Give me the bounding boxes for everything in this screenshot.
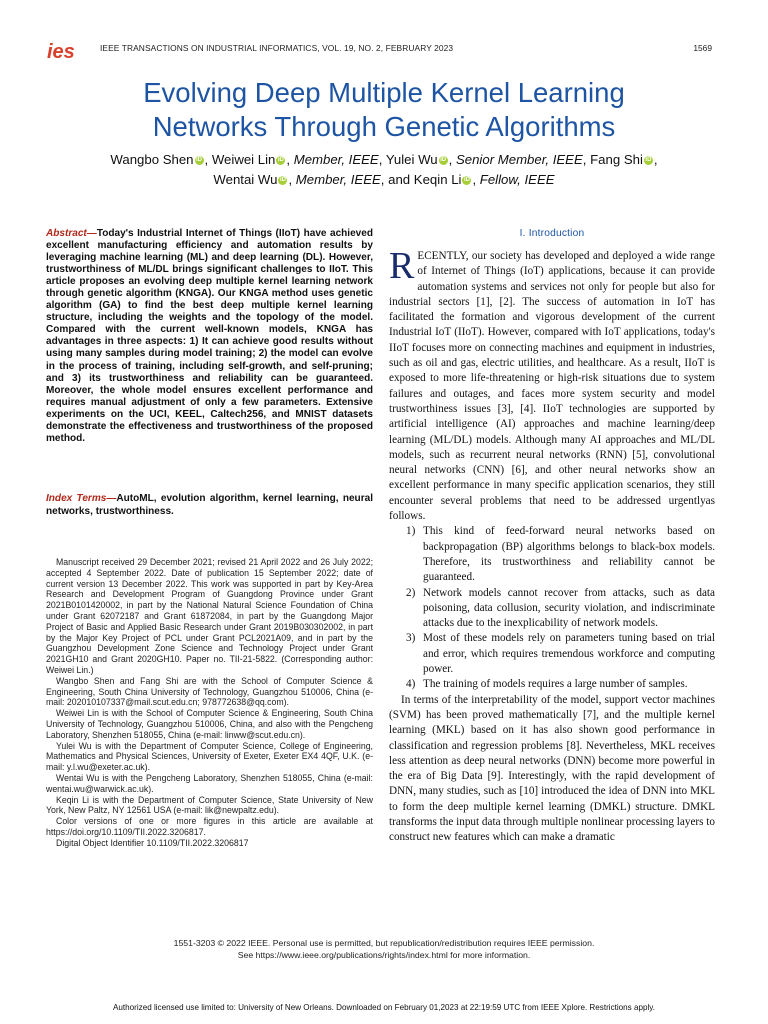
- footnote-affiliation: Wangbo Shen and Fang Shi are with the School of Computer Science & Engineering, South China University of Technology, Guangzhou 510006, China (e-mail: 202010107337@mail.scut.edu.cn; 978772638@qq.com).: [46, 675, 373, 708]
- author-line-1: Wangbo Shen iD , Weiwei Lin iD , Member, IEEE, Yulei Wu iD , Senior Member, IEEE, Fang Shi iD ,: [110, 152, 658, 167]
- index-terms-text: AutoML, evolution algorithm, kernel learning, neural networks, trustworthiness.: [46, 493, 373, 517]
- journal-header: IEEE TRANSACTIONS ON INDUSTRIAL INFORMATICS, VOL. 19, NO. 2, FEBRUARY 2023: [100, 43, 454, 53]
- footnote-color-versions: Color versions of one or more figures in this article are available at https://doi.org/10.1109/TII.2022.3206817.: [46, 816, 373, 837]
- footnote-affiliation: Keqin Li is with the Department of Computer Science, State University of New York, New Paltz, NY 12561 USA (e-mail: lik@newpaltz.edu).: [46, 794, 373, 816]
- author-role: Senior Member, IEEE: [455, 152, 583, 167]
- page-number: 1569: [693, 43, 712, 53]
- orcid-icon[interactable]: iD: [277, 157, 284, 163]
- author-list: [50, 150, 718, 190]
- footnote-doi: Digital Object Identifier 10.1109/TII.2022.3206817: [56, 837, 249, 848]
- intro-paragraph-2: In terms of the interpretability of the model, support vector machines (SVM) has been proved mathematically [7], and the multiple kernel learning (MKL) based on it has also shown good performance in classification and regression problems [8]. Nevertheless, MKL receives less attention as deep neural networks (DNN) become more powerful in the era of Big Data [9]. Interestingly, with the rapid development of DNN, many studies, such as [10] introduced the idea of DNN into MKL to form the deep multiple kernel learning (DMKL) structure. DMKL transforms the input data through multiple nonlinear processing layers to construct new features which can make a dramatic: [389, 693, 715, 844]
- intro-paragraph-1: RECENTLY, our society has developed and deployed a wide range of Internet of Things (IoT) applications, because it can provide automation systems and services not only for people but also for industrial sectors [1], [2]. The success of automation in IoT has facilitated the formation and vigorous development of the current Industrial IoT (IIoT). However, compared with IoT applications, today's IIoT focuses more on connecting machines and equipment in industries, such as oil and gas, electric utilities, and healthcare. As a result, IIoT is exposed to more life-threatening or high-risk situations due to system failures and outages, and faces more system security and model trustworthiness issues [3], [4]. IIoT technologies are supported by artificial intelligence (AI) approaches and machine learning/deep learning (ML/DL) models. Although many AI approaches and ML/DL models, such as recurrent neural networks (RNN) [5], convolutional neural networks (CNN) [6], and other neural networks show an excellent performance in many specific application scenarios, they still encounter several problems that need to be addressed urgentlyas follows.: [389, 245, 715, 523]
- abstract-text: Today's Industrial Internet of Things (IIoT) have achieved excellent manufacturing efficiency and automation results by leveraging machine learning (ML) and deep learning (DL). However, trustworthiness of ML/DL brings significant challenges to IIoT. This article proposes an evolving deep multiple kernel learning network through genetic algorithm (KNGA). Our KNGA method uses genetic algorithm (GA) to find the best deep multiple kernel learning structure, including the weights and the topology of the model. Compared with the current well-known models, KNGA has advantages in three aspects: 1) It can achieve good results without using many samples during model training; 2) the model can evolve in the process of training, including self-growth, and self-pruning; and 3) its trustworthiness and reliability can be guaranteed. Moreover, the whole model ensures excellent performance and requires manual adjustment of only a few parameters. Extensive experiments on the UCI, KEEL, Caltech256, and MNIST datasets demonstrate the effectiveness and trustworthiness of the proposed method.: [46, 228, 373, 444]
- page-header: [0, 40, 768, 60]
- footnote-affiliation: Yulei Wu is with the Department of Computer Science, College of Engineering, Mathematics and Physical Sciences, University of Exeter, Exeter EX4 4QF, U.K. (e-mail: y.l.wu@exeter.ac.uk).: [46, 740, 373, 773]
- title-line-2: Networks Through Genetic Algorithms: [152, 111, 616, 142]
- license-footer: Authorized licensed use limited to: University of New Orleans. Downloaded on February 01,2023 at 22:19:59 UTC from IEEE Xplore. Restrictions apply.: [113, 1003, 655, 1012]
- footnote-affiliation: Wentai Wu is with the Pengcheng Laboratory, Shenzhen 518055, China (e-mail: wentai.wu@warwick.ac.uk).: [46, 772, 373, 794]
- footnote-affiliation: Weiwei Lin is with the School of Computer Science & Engineering, South China University of Technology, Guangzhou 510006, China, and also with the Pengcheng Laboratory, Shenzhen 518055, China (e-mail: linww@scut.edu.cn).: [46, 708, 373, 740]
- author-name: Keqin Li: [413, 172, 462, 187]
- orcid-icon[interactable]: iD: [463, 177, 470, 183]
- index-terms: Index Terms—AutoML, evolution algorithm, kernel learning, neural networks, trustworthiness.: [46, 493, 373, 517]
- abstract: Abstract—Today's Industrial Internet of Things (IIoT) have achieved excellent manufacturing efficiency and automation results by leveraging machine learning (ML) and deep learning (DL). However, trustworthiness of ML/DL brings significant challenges to IIoT. This article proposes an evolving deep multiple kernel learning network through genetic algorithm (KNGA). Our KNGA method uses genetic algorithm (GA) to find the best deep multiple kernel learning structure, including the weights and the topology of the model. Compared with the current well-known models, KNGA has advantages in three aspects: 1) It can achieve good results without using many samples during model training; 2) the model can evolve in the process of training, including self-growth, and self-pruning; and 3) its trustworthiness and reliability can be guaranteed. Moreover, the whole model ensures excellent performance and requires manual adjustment of only a few parameters. Extensive experiments on the UCI, KEEL, Caltech256, and MNIST datasets demonstrate the effectiveness and trustworthiness of the proposed method.: [46, 228, 373, 444]
- introduction-column: [389, 228, 715, 846]
- footnote-manuscript: Manuscript received 29 December 2021; revised 21 April 2022 and 26 July 2022; accepted 4 September 2022. Date of publication 15 September 2022; date of current version 13 December 2022. This work was supported in part by Key-Area Research and Development Program of Guangdong Province under Grant 2021B0101420002, in part by the National Natural Science Foundation of China under Grant 62072187 and Grant 61872084, in part by the Guangdong Major Project of Basic and Applied Basic Research under Grant 2019B030302002, in part by the Major Key Project of PCL under Grant PCL2021A09, and in part by the Guangzhou Development Zone Science and Technology Project under Grant 2021GH10 and Grant 2020GH10. Paper no. TII-21-5822. (Corresponding author: Weiwei Lin.): [46, 557, 373, 675]
- author-role: Fellow, IEEE: [479, 172, 555, 187]
- introduction-body: [389, 245, 715, 846]
- orcid-icon[interactable]: iD: [440, 157, 447, 163]
- copyright-notice: [60, 938, 708, 961]
- svg-text:ies: ies: [47, 41, 75, 62]
- author-name: Wentai Wu: [213, 172, 278, 187]
- orcid-icon[interactable]: iD: [645, 157, 652, 163]
- copyright-line-1: 1551-3203 © 2022 IEEE. Personal use is permitted, but republication/redistribution requires IEEE permission.: [173, 938, 595, 948]
- list-item: 3) Most of these models rely on parameters tuning based on trial and error, which requires tremendous workforce and computing power.: [406, 632, 715, 676]
- list-item: 2) Network models cannot recover from attacks, such as data poisoning, data collusion, security violation, and indiscriminate attacks due to the inexplicability of network models.: [406, 586, 715, 630]
- author-name: Wangbo Shen: [110, 152, 194, 167]
- section-heading: I. Introduction: [519, 228, 585, 239]
- problem-list: [389, 524, 715, 692]
- author-name: Yulei Wu: [385, 152, 438, 167]
- title-line-1: Evolving Deep Multiple Kernel Learning: [143, 77, 625, 108]
- list-item: 4) The training of models requires a large number of samples.: [406, 678, 688, 691]
- orcid-icon[interactable]: iD: [196, 157, 203, 163]
- orcid-icon[interactable]: iD: [279, 177, 286, 183]
- copyright-line-2: See https://www.ieee.org/publications/rights/index.html for more information.: [237, 949, 531, 960]
- index-terms-label: Index Terms: [46, 493, 107, 504]
- author-line-2: Wentai Wu iD , Member, IEEE, and Keqin Li iD , Fellow, IEEE: [213, 172, 555, 187]
- drop-cap: R: [389, 245, 415, 287]
- author-name: Fang Shi: [590, 152, 643, 167]
- author-name: Weiwei Lin: [211, 152, 276, 167]
- list-item: 1) This kind of feed-forward neural networks based on backpropagation (BP) algorithms belongs to black-box models. Therefore, its trustworthiness and reliability cannot be guaranteed.: [406, 525, 715, 584]
- ies-logo-icon: [46, 40, 90, 62]
- abstract-label: Abstract: [46, 228, 87, 239]
- paper-title: [60, 76, 708, 144]
- author-role: Member, IEEE: [295, 172, 381, 187]
- author-role: Member, IEEE: [293, 152, 379, 167]
- footnotes: [46, 557, 373, 849]
